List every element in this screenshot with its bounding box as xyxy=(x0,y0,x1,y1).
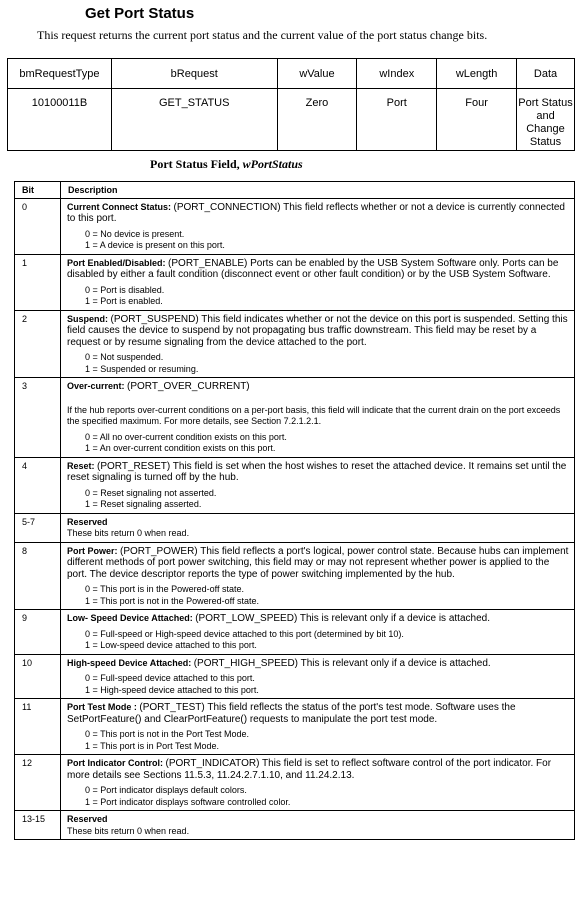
bit-row xyxy=(15,610,575,655)
request-header-cell: bmRequestType xyxy=(8,59,112,89)
field-value-option: 0 = This port is in the Powered-off state. xyxy=(85,584,245,594)
bit-description xyxy=(61,610,575,655)
bit-description xyxy=(61,654,575,699)
bit-description xyxy=(61,755,575,811)
bit-number: 12 xyxy=(15,755,61,811)
field-paragraph xyxy=(67,702,569,725)
request-header-cell: Data xyxy=(517,59,575,89)
field-value-option: 0 = Not suspended. xyxy=(85,352,164,362)
field-description: (PORT_OVER_CURRENT) xyxy=(127,381,250,392)
request-cell: 10100011B xyxy=(8,89,112,151)
field-description: (PORT_TEST) This field reflects the status of the port's test mode. Software uses the SetPortFeature() and ClearPortFeature() requests to manipulate the port test mode. xyxy=(67,702,516,725)
field-name: High-speed Device Attached: xyxy=(67,657,192,668)
request-cell: Port Status and Change Status xyxy=(517,89,575,151)
request-cell: GET_STATUS xyxy=(111,89,277,151)
field-value-option: 1 = High-speed device attached to this port. xyxy=(85,684,259,695)
field-description: (PORT_ENABLE) Ports can be enabled by the USB System Software only. Ports can be disabled by either a fault condition (disconnect event or other fault condition) or by the USB System Software. xyxy=(67,257,559,280)
field-value-option: 0 = Port indicator displays default colors. xyxy=(85,785,247,795)
bit-description xyxy=(61,198,575,254)
bit-row xyxy=(15,755,575,811)
field-name: Current Connect Status: xyxy=(67,201,172,212)
field-name: Over-current: xyxy=(67,381,125,391)
field-name: Port Indicator Control: xyxy=(67,758,163,768)
field-name: Port Test Mode : xyxy=(67,702,137,712)
caption-prefix: Port Status Field, xyxy=(150,157,243,171)
bit-description xyxy=(61,513,575,542)
request-table xyxy=(7,58,575,151)
field-description: (PORT_RESET) This field is set when the host wishes to reset the attached device. It remains set until the reset signaling is turned off by the hub. xyxy=(67,460,567,483)
field-paragraph xyxy=(67,381,569,393)
field-value-option: 1 = Suspended or resuming. xyxy=(85,363,199,374)
field-paragraph xyxy=(67,258,569,281)
bit-row xyxy=(15,542,575,610)
field-value-option: 1 = Port indicator displays software controlled color. xyxy=(85,796,291,807)
field-value-option: 1 = Reset signaling asserted. xyxy=(85,499,202,509)
field-value-option: 1 = Port is enabled. xyxy=(85,296,163,306)
field-paragraph xyxy=(67,658,569,670)
field-paragraph xyxy=(67,202,569,225)
request-cell: Zero xyxy=(277,89,357,151)
field-paragraph xyxy=(67,814,569,826)
field-paragraph xyxy=(67,613,569,625)
bit-description xyxy=(61,254,575,310)
bit-row xyxy=(15,513,575,542)
caption-field: wPortStatus xyxy=(242,157,303,171)
request-header-row xyxy=(8,59,575,89)
bit-number: 4 xyxy=(15,457,61,513)
request-header-cell: wIndex xyxy=(357,59,437,89)
field-value-option: 1 = This port is in Port Test Mode. xyxy=(85,740,219,751)
reserved-text: These bits return 0 when read. xyxy=(67,528,190,538)
field-description: (PORT_LOW_SPEED) This is relevant only if a device is attached. xyxy=(195,613,490,624)
request-data-row xyxy=(8,89,575,151)
bit-number: 2 xyxy=(15,310,61,378)
bit-row xyxy=(15,378,575,458)
field-extra-text: If the hub reports over-current conditions on a per-port basis, this field will indicate that the current drain on the port exceeds the specified maximum. For more details, see Section 7.2.1.2.1. xyxy=(67,404,561,426)
bit-number: 11 xyxy=(15,699,61,755)
field-description: (PORT_CONNECTION) This field reflects whether or not a device is currently connected to this port. xyxy=(67,201,565,224)
field-paragraph xyxy=(67,758,569,781)
field-paragraph xyxy=(67,461,569,484)
field-value-option: 0 = This port is not in the Port Test Mode. xyxy=(85,729,250,739)
field-name: Low- Speed Device Attached: xyxy=(67,613,193,623)
field-value-option: 0 = Full-speed or High-speed device attached to this port (determined by bit 10). xyxy=(85,628,404,639)
bits-table-body xyxy=(15,198,575,840)
field-paragraph xyxy=(67,546,569,581)
bit-description xyxy=(61,542,575,610)
field-paragraph xyxy=(67,517,569,529)
field-description: (PORT_INDICATOR) This field is set to reflect software control of the port indicator. For more details see Sections 11.5.3, 11.24.2.7.1.10, and 11.24.2.13. xyxy=(67,758,552,781)
bit-number: 5-7 xyxy=(15,513,61,542)
field-name: Reset: xyxy=(67,460,95,471)
field-value-option: 1 = A device is present on this port. xyxy=(85,240,225,250)
field-name: Port Power: xyxy=(67,545,118,556)
field-description: (PORT_POWER) This field reflects a port's logical, power control state. Because hubs can implement different methods of port power switching, this field may or may not represent whether power is applied to the port. The device descriptor reports the type of power switching implemented by the hub. xyxy=(67,545,569,580)
field-name: Suspend: xyxy=(67,313,109,324)
field-value-option: 1 = An over-current condition exists on this port. xyxy=(85,443,276,453)
field-name: Reserved xyxy=(67,516,108,527)
bits-header-cell: Description xyxy=(61,182,575,199)
bit-number: 13-15 xyxy=(15,811,61,840)
field-paragraph xyxy=(67,314,569,349)
intro-text: This request returns the current port status and the current value of the port status change bits. xyxy=(37,28,488,42)
request-header-cell: wValue xyxy=(277,59,357,89)
bit-row xyxy=(15,811,575,840)
request-cell: Four xyxy=(437,89,517,151)
bit-description xyxy=(61,378,575,458)
bit-number: 10 xyxy=(15,654,61,699)
field-value-option: 0 = All no over-current condition exists on this port. xyxy=(85,431,287,442)
field-description: (PORT_HIGH_SPEED) This is relevant only if a device is attached. xyxy=(193,657,491,669)
bit-description xyxy=(61,457,575,513)
request-cell: Port xyxy=(357,89,437,151)
bit-number: 9 xyxy=(15,610,61,655)
field-description: (PORT_SUSPEND) This field indicates whether or not the device on this port is suspended. Setting this field causes the device to suspend by not propagating bus traffic downstream. This field may be reset by a request or by resume signaling from the device attached to the port. xyxy=(67,313,568,348)
field-value-option: 0 = Full-speed device attached to this port. xyxy=(85,673,255,683)
bit-row xyxy=(15,198,575,254)
bit-number: 0 xyxy=(15,198,61,254)
field-name: Reserved xyxy=(67,814,108,824)
field-name: Port Enabled/Disabled: xyxy=(67,257,166,268)
field-value-option: 1 = Low-speed device attached to this port. xyxy=(85,640,257,650)
bit-number: 3 xyxy=(15,378,61,458)
bit-number: 8 xyxy=(15,542,61,610)
table-caption xyxy=(150,157,303,172)
bit-row xyxy=(15,654,575,699)
field-value-option: 1 = This port is not in the Powered-off state. xyxy=(85,595,260,606)
bit-number: 1 xyxy=(15,254,61,310)
bit-row xyxy=(15,254,575,310)
reserved-text: These bits return 0 when read. xyxy=(67,825,190,836)
request-header-cell: wLength xyxy=(437,59,517,89)
bit-row xyxy=(15,310,575,378)
bit-description xyxy=(61,699,575,755)
bit-description xyxy=(61,811,575,840)
bits-header-cell: Bit xyxy=(15,182,61,199)
page-title: Get Port Status xyxy=(85,5,195,22)
bit-description xyxy=(61,310,575,378)
spacer xyxy=(67,393,569,405)
port-status-table xyxy=(14,181,575,840)
field-value-option: 0 = Reset signaling not asserted. xyxy=(85,487,217,498)
field-value-option: 0 = Port is disabled. xyxy=(85,284,165,295)
request-header-cell: bRequest xyxy=(111,59,277,89)
field-value-option: 0 = No device is present. xyxy=(85,228,185,239)
bit-row xyxy=(15,457,575,513)
bit-row xyxy=(15,699,575,755)
bits-header-row xyxy=(15,182,575,199)
